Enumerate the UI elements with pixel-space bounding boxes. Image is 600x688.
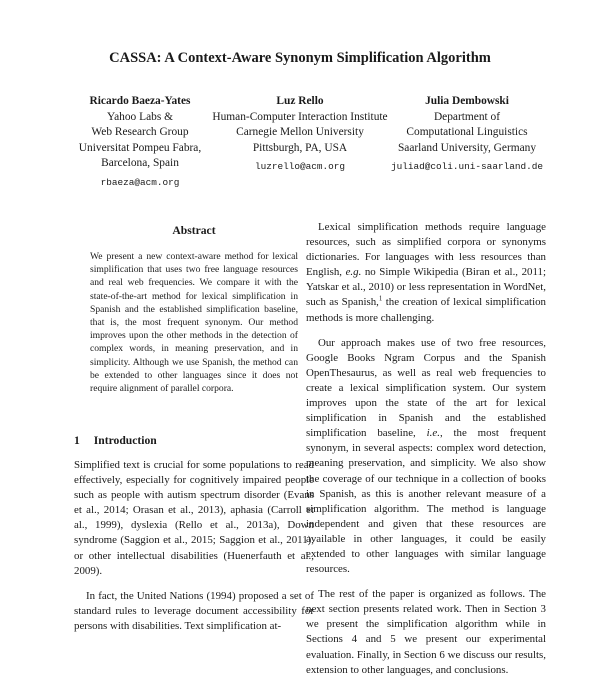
- paragraph: In fact, the United Nations (1994) proposed a set of standard rules to leverage document accessibility for persons with disabilities. Text simplification at-: [74, 589, 314, 632]
- text-run: no Simple Wikipedia (Biran et al., 2011; Yatskar et al., 2010) or less representation in WordNet, such as Spanish,: [306, 266, 546, 309]
- paragraph: [306, 220, 546, 326]
- abstract-heading: Abstract: [172, 224, 216, 237]
- author-affiliation-line: Pittsburgh, PA, USA: [252, 141, 348, 154]
- author-affiliation-line: Universitat Pompeu Fabra,: [78, 141, 202, 154]
- paragraph: Simplified text is crucial for some populations to read effectively, especially for cognitively impaired people such as people with autism spectrum disorder (Evans et al., 2014; Orasan et al., 2013), aphasia (Carroll et al., 1999), dyslexia (Rello et al., 2013a), Down syndrome (Saggion et al., 2015; Saggion et al., 2011), or other intellectual disabilities (Huenerfauth et al., 2009).: [74, 459, 314, 577]
- author-affiliation-line: Department of: [433, 110, 501, 123]
- text-run: Our approach makes use of two free resources, Google Books Ngram Corpus and the Spanish OpenThesaurus, as well as real web frequencies to create a lexical simplification system. Our system improves upon the state of the art for lexical simplification in Spanish and the established simplification baseline,: [306, 336, 546, 440]
- paragraph: [306, 336, 546, 578]
- left-column-body: [74, 458, 314, 644]
- author-email: luzrello@acm.org: [254, 161, 345, 173]
- author-email: juliad@coli.uni-saarland.de: [391, 161, 543, 173]
- author-name: Julia Dembowski: [425, 95, 509, 107]
- section-title: Introduction: [93, 434, 157, 447]
- author-block-3: [362, 94, 572, 175]
- text-run: Lexical simplification methods require language resources, such as simplified corpora or synonyms dictionaries. For languages with less resources than English,: [306, 221, 546, 279]
- author-affiliation-line: Saarland University, Germany: [397, 141, 537, 154]
- text-run: the creation of lexical simplification methods is more challenging.: [306, 296, 546, 324]
- abstract-text: We present a new context-aware method for lexical simplification that uses two free language resources and real web frequencies. We compare it with the state-of-the-art method for lexical simplification in Spanish and the established simplification baseline, that is, the most frequent synonym. Our method improves upon the other methods in the detection of complex words, in meaning preservation, and in simplicity. Although we use Spanish, the method can be extended to other languages since it does not require alignment of parallel corpora.: [90, 251, 298, 395]
- author-affiliation-line: Yahoo Labs &: [107, 110, 173, 123]
- right-column-body: [306, 220, 546, 688]
- text-run-italic: e.g.: [345, 266, 362, 279]
- section-number: 1: [74, 434, 80, 447]
- author-affiliation-line: Web Research Group: [91, 126, 189, 139]
- paragraph: The rest of the paper is organized as follows. The next section presents related work. Then in Section 3 we present the simplification algorithm while in Sections 4 and 5 we present our experimental evaluation. Finally, in Section 6 we discuss our results, extension to other languages, and conclusions.: [306, 588, 546, 676]
- text-run: , the most frequent synonym, in several aspects: complex word detection, meaning preservation, and simplicity. We also show the coverage of our technique in a collection of books in Spanish, as this is another relevant measure of a simplification algorithm. The method is language independent and given that these resources are available in other languages, it could be easily extended to other languages with similar language resources.: [306, 427, 546, 576]
- author-email: rbaeza@acm.org: [100, 176, 180, 188]
- author-block-1: [58, 94, 222, 191]
- text-run-italic: i.e.: [426, 427, 440, 440]
- author-affiliation-line: Computational Linguistics: [406, 126, 528, 139]
- author-affiliation-line: Barcelona, Spain: [101, 157, 179, 170]
- author-affiliation-line: Carnegie Mellon University: [236, 126, 364, 139]
- footnote-marker[interactable]: 1: [378, 294, 383, 303]
- author-affiliation-line: Human-Computer Interaction Institute: [212, 110, 388, 123]
- section-heading: [74, 434, 157, 447]
- paper-title: CASSA: A Context-Aware Synonym Simplification Algorithm: [109, 50, 491, 66]
- author-name: Ricardo Baeza-Yates: [89, 95, 191, 107]
- author-name: Luz Rello: [276, 95, 324, 107]
